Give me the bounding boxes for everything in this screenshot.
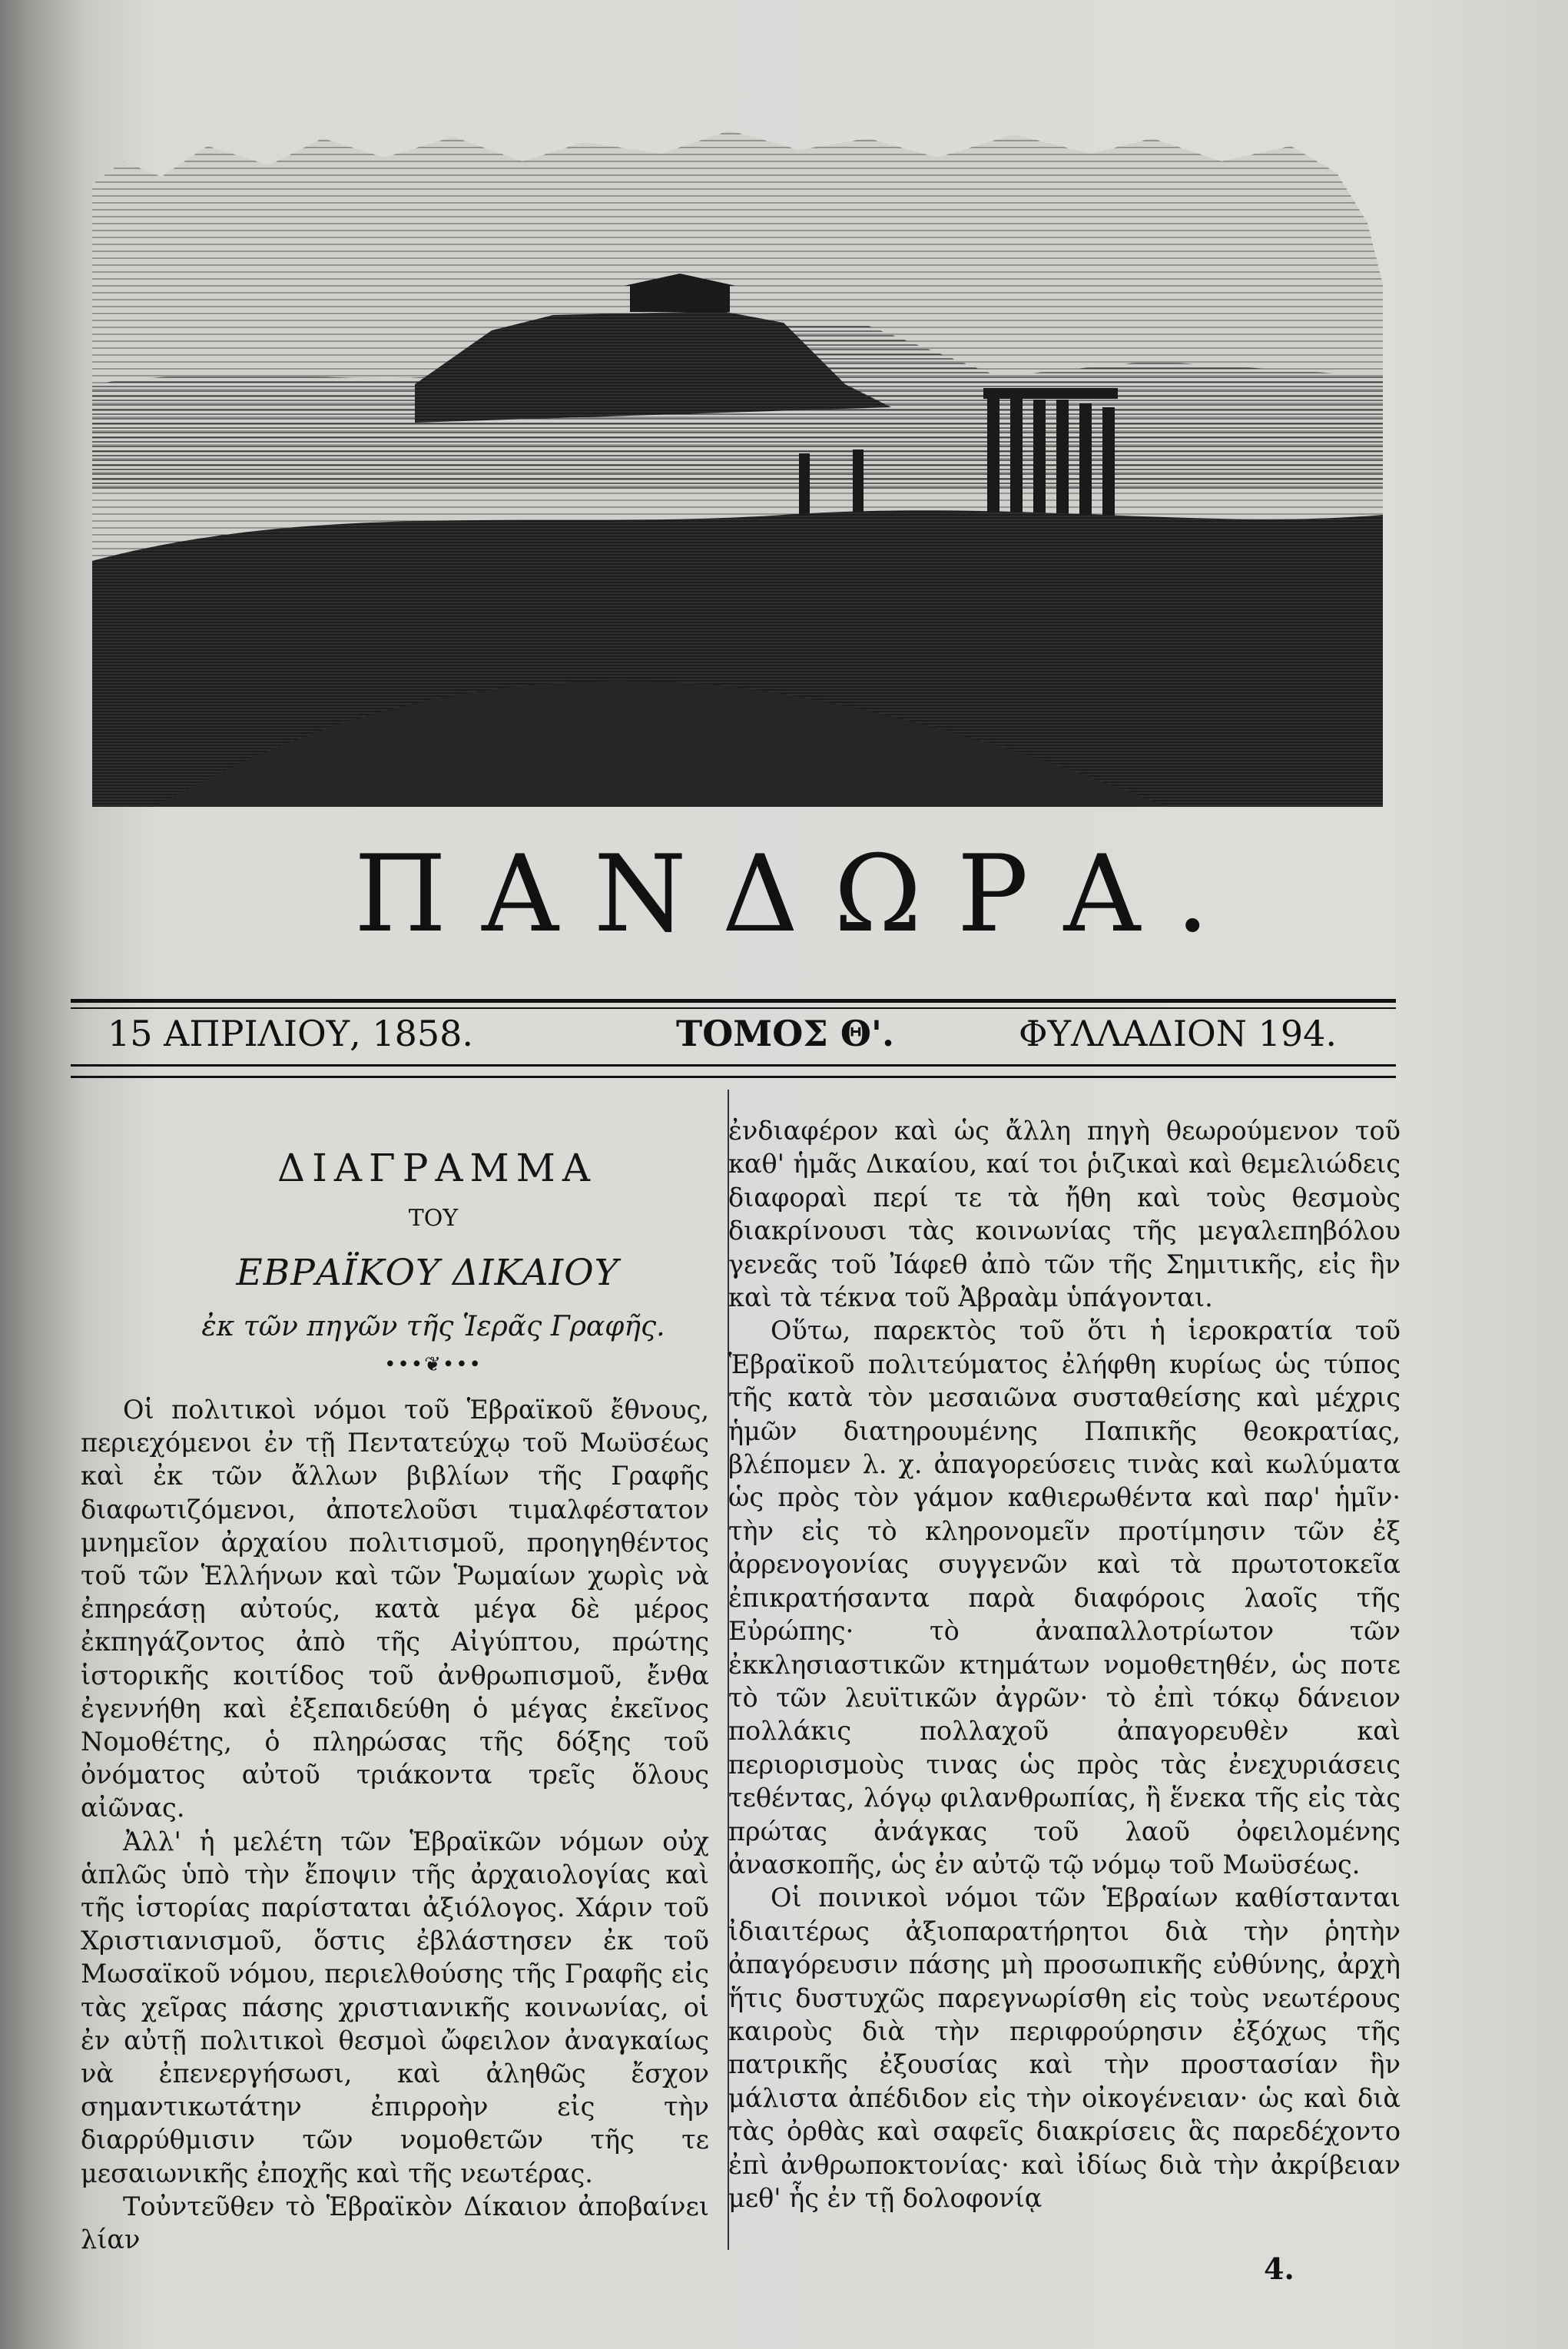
bottom-rule-thin	[71, 1076, 1396, 1078]
masthead-title: ΠΑΝΔΩΡΑ.	[353, 832, 1245, 956]
paragraph: ἐνδιαφέρον καὶ ὡς ἄλλη πηγὴ θεωρούμενον τοῦ καθ' ἡμᾶς Δικαίου, καί τοι ῥιζικαὶ καὶ θεμελιώδεις διαφοραὶ περί τε τὰ ἤθη καὶ τοὺς θεσμοὺς διακρίνουσι τὰς κοινωνίας τῆς μεγαλεπηβόλου γενεᾶς τοῦ Ἰάφεθ ἀπὸ τῶν τῆς Σημιτικῆς, εἰς ἣν καὶ τὰ τέκνα τοῦ Ἀβραὰμ ὑπάγονται.	[728, 1116, 1401, 1313]
paragraph: Οὕτω, παρεκτὸς τοῦ ὅτι ἡ ἱεροκρατία τοῦ Ἑβραϊκοῦ πολιτεύματος ἐλήφθη κυρίως ὡς τύπος τῆς κατὰ τὸν μεσαιῶνα συσταθείσης καὶ μέχρις ἡμῶν διατηρουμένης Παπικῆς θεοκρατίας, βλέπομεν λ. χ. ἀπαγορεύσεις τινὰς καὶ κωλύματα ὡς πρὸς τὸν γάμον καθιερωθέντα καὶ παρ' ἡμῖν· τὴν εἰς τὸ κληρονομεῖν προτίμησιν τῶν ἐξ ἀρρενογονίας συγγενῶν καὶ τὰ πρωτοτοκεῖα ἐπικρατήσαντα παρὰ διαφόροις λαοῖς τῆς Εὐρώπης· τὸ ἀναπαλλοτρίωτον τῶν ἐκκλησιαστικῶν κτημάτων νομοθετηθέν, ὡς ποτε τὸ τῶν λευϊτικῶν ἀγρῶν· τὸ ἐπὶ τόκῳ δάνειον πολλάκις πολλαχοῦ ἀπαγορευθὲν καὶ περιορισμοὺς τινας ὡς πρὸς τὰς ἐνεχυριάσεις τεθέντας, λόγῳ φιλανθρωπίας, ἢ ἕνεκα τῆς εἰς τὰς πρώτας ἀνάγκας τοῦ λαοῦ ὀφειλομένης ἀνασκοπῆς, ὡς ἐν αὐτῷ τῷ νόμῳ τοῦ Μωϋσέως.	[728, 1316, 1401, 1880]
top-rule-thin	[71, 1007, 1396, 1009]
paragraph: Οἱ πολιτικοὶ νόμοι τοῦ Ἑβραϊκοῦ ἔθνους, περιεχόμενοι ἐν τῇ Πεντατεύχῳ τοῦ Μωϋσέως καὶ ἐκ τῶν ἄλλων βιβλίων τῆς Γραφῆς διαφωτιζόμενοι, ἀποτελοῦσι τιμαλφέστατον μνημεῖον ἀρχαίου πολιτισμοῦ, προηγηθέντος τοῦ τῶν Ἑλλήνων καὶ τῶν Ῥωμαίων χωρὶς νὰ ἐπηρεάσῃ αὐτούς, κατὰ μέγα δὲ μέρος ἐκπηγάζοντος ἀπὸ τῆς Αἰγύπτου, πρώτης ἱστορικῆς κοιτίδος τοῦ ἀνθρωπισμοῦ, ἔνθα ἐγεννήθη καὶ ἐξεπαιδεύθη ὁ μέγας ἐκεῖνος Νομοθέτης, ὁ πληρώσας τῆς δόξης τοῦ ὀνόματος αὐτοῦ τριάκοντα τρεῖς ὅλους αἰῶνας.	[81, 1395, 709, 1823]
ornament: •••❦•••	[384, 1353, 482, 1376]
article-heading: ΔΙΑΓΡΑΜΜΑ	[277, 1146, 597, 1190]
top-rule	[71, 999, 1396, 1003]
landscape-engraving	[92, 131, 1383, 807]
dateline	[100, 1013, 1360, 1067]
right-column	[728, 1114, 1401, 2215]
issue-number: ΦΥΛΛΑΔΙΟΝ 194.	[1018, 1013, 1337, 1054]
article-source: ἐκ τῶν πηγῶν τῆς Ἱερᾶς Γραφῆς.	[201, 1311, 665, 1342]
page-number: 4.	[1264, 2251, 1295, 2286]
issue-date: 15 ΑΠΡΙΛΙΟΥ, 1858.	[108, 1013, 474, 1054]
bottom-rule	[71, 1064, 1396, 1067]
volume-number: ΤΟΜΟΣ Θ'.	[676, 1013, 894, 1054]
article-subheading: ΤΟΥ	[408, 1205, 459, 1232]
paragraph: Οἱ ποινικοὶ νόμοι τῶν Ἑβραίων καθίστανται ἰδιαιτέρως ἀξιοπαρατήρητοι διὰ τὴν ῥητὴν ἀπαγόρευσιν πάσης μὴ προσωπικῆς εὐθύνης, ἀρχὴ ἥτις δυστυχῶς παρεγνωρίσθη εἰς τοὺς νεωτέρους καιροὺς διὰ τὴν περιφρούρησιν ἐξόχως τῆς πατρικῆς ἐξουσίας καὶ τὴν προστασίαν ἣν μάλιστα ἀπέδιδον εἰς τὴν οἰκογένειαν· ὡς καὶ διὰ τὰς ὀρθὰς καὶ σαφεῖς διακρίσεις ἃς παρεδέχοντο ἐπὶ ἀνθρωποκτονίας· καὶ ἰδίως διὰ τὴν ἀκρίβειαν μεθ' ἧς ἐν τῇ δολοφονίᾳ	[728, 1883, 1401, 2213]
left-column	[81, 1106, 709, 2256]
article-title: ΕΒΡΑΪΚΟΥ ΔΙΚΑΙΟΥ	[236, 1252, 619, 1294]
paragraph: Ἀλλ' ἡ μελέτη τῶν Ἑβραϊκῶν νόμων οὐχ ἁπλῶς ὑπὸ τὴν ἔποψιν τῆς ἀρχαιολογίας καὶ τῆς ἱστορίας παρίσταται ἀξιόλογος. Χάριν τοῦ Χριστιανισμοῦ, ὅστις ἐβλάστησεν ἐκ τοῦ Μωσαϊκοῦ νόμου, περιελθούσης τῆς Γραφῆς εἰς τὰς χεῖρας πάσης χριστιανικῆς κοινωνίας, οἱ ἐν αὐτῇ πολιτικοὶ θεσμοὶ ὤφειλον ἀναγκαίως νὰ ἐπενεργήσωσι, καὶ ἀληθῶς ἔσχον σημαντικωτάτην ἐπιρροὴν εἰς τὴν διαρρύθμισιν τῶν νομοθετῶν τῆς τε μεσαιωνικῆς ἐποχῆς καὶ τῆς νεωτέρας.	[81, 1826, 709, 2188]
paragraph: Τοὐντεῦθεν τὸ Ἑβραϊκὸν Δίκαιον ἀποβαίνει λίαν	[81, 2191, 709, 2255]
